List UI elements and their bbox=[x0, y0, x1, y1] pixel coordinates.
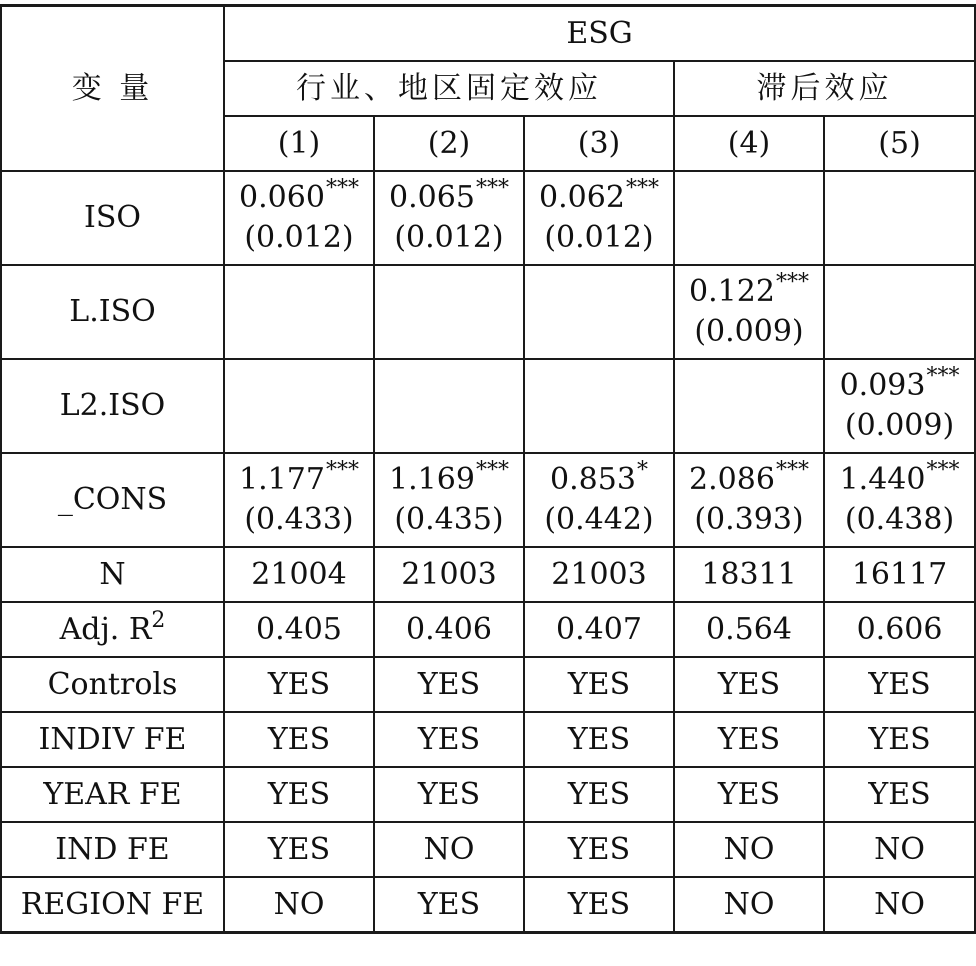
coef-cell bbox=[674, 453, 824, 547]
significance-stars: *** bbox=[475, 458, 509, 483]
empty-cell bbox=[374, 359, 524, 453]
coef-cell bbox=[824, 453, 975, 547]
standard-error: (0.009) bbox=[844, 408, 955, 443]
stat-cell: 0.406 bbox=[374, 602, 524, 657]
standard-error: (0.435) bbox=[394, 502, 504, 537]
stat-cell: YES bbox=[524, 657, 674, 712]
stat-cell: 0.564 bbox=[674, 602, 824, 657]
coef-cell bbox=[374, 171, 524, 265]
empty-cell bbox=[674, 171, 824, 265]
table-row-n bbox=[1, 547, 975, 602]
stat-cell: NO bbox=[824, 877, 975, 933]
superscript-2: 2 bbox=[151, 607, 166, 633]
standard-error: (0.009) bbox=[694, 314, 804, 349]
adj-r2-label: Adj. R bbox=[59, 611, 152, 647]
standard-error: (0.433) bbox=[244, 502, 354, 537]
coef-cell bbox=[524, 453, 674, 547]
coef-value: 0.093 bbox=[839, 368, 926, 403]
stat-cell: 0.407 bbox=[524, 602, 674, 657]
row-label bbox=[1, 602, 224, 657]
row-label: REGION FE bbox=[1, 877, 224, 933]
standard-error: (0.442) bbox=[544, 502, 654, 537]
table-row-cons bbox=[1, 453, 975, 547]
stat-cell: NO bbox=[374, 822, 524, 877]
significance-stars: *** bbox=[475, 176, 509, 201]
stat-cell: YES bbox=[224, 822, 374, 877]
significance-stars: *** bbox=[775, 458, 809, 483]
row-label: ISO bbox=[1, 171, 224, 265]
significance-stars: *** bbox=[325, 176, 359, 201]
stat-cell: 21003 bbox=[524, 547, 674, 602]
empty-cell bbox=[224, 265, 374, 359]
coef-cell bbox=[224, 453, 374, 547]
table-row-ind-fe bbox=[1, 822, 975, 877]
coef-cell bbox=[674, 265, 824, 359]
header-row-dependent bbox=[1, 6, 975, 62]
coef-cell bbox=[374, 453, 524, 547]
stat-cell: YES bbox=[224, 657, 374, 712]
regression-table bbox=[0, 4, 976, 934]
empty-cell bbox=[674, 359, 824, 453]
table-row-controls bbox=[1, 657, 975, 712]
coef-value: 0.122 bbox=[689, 274, 775, 309]
table-row-l2-iso bbox=[1, 359, 975, 453]
stat-cell: YES bbox=[524, 822, 674, 877]
standard-error: (0.012) bbox=[544, 220, 654, 255]
row-label: N bbox=[1, 547, 224, 602]
row-label: INDIV FE bbox=[1, 712, 224, 767]
stat-cell: 21004 bbox=[224, 547, 374, 602]
stat-cell: YES bbox=[824, 712, 975, 767]
empty-cell bbox=[374, 265, 524, 359]
stat-cell: YES bbox=[524, 712, 674, 767]
stat-cell: YES bbox=[674, 657, 824, 712]
stat-cell: YES bbox=[374, 657, 524, 712]
stat-cell: 0.405 bbox=[224, 602, 374, 657]
coef-cell bbox=[524, 171, 674, 265]
significance-stars: *** bbox=[926, 364, 960, 389]
row-label: YEAR FE bbox=[1, 767, 224, 822]
variable-header: 变 量 bbox=[1, 6, 224, 172]
stat-cell: YES bbox=[374, 767, 524, 822]
stat-cell: YES bbox=[824, 767, 975, 822]
empty-cell bbox=[524, 265, 674, 359]
coef-value: 1.177 bbox=[239, 462, 325, 497]
group-header-fixed-effects: 行业、地区固定效应 bbox=[224, 61, 674, 116]
stat-cell: YES bbox=[524, 877, 674, 933]
column-header-2: (2) bbox=[374, 116, 524, 171]
stat-cell: YES bbox=[374, 877, 524, 933]
empty-cell bbox=[224, 359, 374, 453]
stat-cell: YES bbox=[374, 712, 524, 767]
coef-value: 1.169 bbox=[389, 462, 475, 497]
row-label: Controls bbox=[1, 657, 224, 712]
coef-value: 0.062 bbox=[539, 180, 625, 215]
empty-cell bbox=[824, 171, 975, 265]
stat-cell: YES bbox=[524, 767, 674, 822]
coef-cell bbox=[824, 359, 975, 453]
row-label: _CONS bbox=[1, 453, 224, 547]
stat-cell: YES bbox=[824, 657, 975, 712]
significance-stars: *** bbox=[625, 176, 659, 201]
table-row-year-fe bbox=[1, 767, 975, 822]
stat-cell: YES bbox=[224, 767, 374, 822]
column-header-3: (3) bbox=[524, 116, 674, 171]
empty-cell bbox=[824, 265, 975, 359]
stat-cell: NO bbox=[674, 822, 824, 877]
table-row-adj-r2 bbox=[1, 602, 975, 657]
table-row-iso bbox=[1, 171, 975, 265]
table-row-region-fe bbox=[1, 877, 975, 933]
stat-cell: NO bbox=[224, 877, 374, 933]
group-header-lag-effects: 滞后效应 bbox=[674, 61, 975, 116]
stat-cell: YES bbox=[224, 712, 374, 767]
significance-stars: * bbox=[636, 458, 648, 483]
table-row-l-iso bbox=[1, 265, 975, 359]
stat-cell: NO bbox=[674, 877, 824, 933]
standard-error: (0.393) bbox=[694, 502, 804, 537]
standard-error: (0.438) bbox=[844, 502, 955, 537]
stat-cell: YES bbox=[674, 712, 824, 767]
coef-value: 0.853 bbox=[550, 462, 636, 497]
stat-cell: 0.606 bbox=[824, 602, 975, 657]
stat-cell: 18311 bbox=[674, 547, 824, 602]
column-header-1: (1) bbox=[224, 116, 374, 171]
empty-cell bbox=[524, 359, 674, 453]
significance-stars: *** bbox=[926, 458, 960, 483]
table-row-indiv-fe bbox=[1, 712, 975, 767]
column-header-5: (5) bbox=[824, 116, 975, 171]
coef-value: 1.440 bbox=[839, 462, 926, 497]
row-label: L2.ISO bbox=[1, 359, 224, 453]
coef-value: 0.065 bbox=[389, 180, 475, 215]
significance-stars: *** bbox=[325, 458, 359, 483]
significance-stars: *** bbox=[775, 270, 809, 295]
row-label: L.ISO bbox=[1, 265, 224, 359]
regression-table-container bbox=[0, 4, 974, 934]
standard-error: (0.012) bbox=[244, 220, 354, 255]
stat-cell: 16117 bbox=[824, 547, 975, 602]
dependent-variable-header: ESG bbox=[224, 6, 975, 62]
stat-cell: NO bbox=[824, 822, 975, 877]
stat-cell: 21003 bbox=[374, 547, 524, 602]
standard-error: (0.012) bbox=[394, 220, 504, 255]
coef-value: 0.060 bbox=[239, 180, 325, 215]
coef-value: 2.086 bbox=[689, 462, 775, 497]
stat-cell: YES bbox=[674, 767, 824, 822]
column-header-4: (4) bbox=[674, 116, 824, 171]
coef-cell bbox=[224, 171, 374, 265]
row-label: IND FE bbox=[1, 822, 224, 877]
